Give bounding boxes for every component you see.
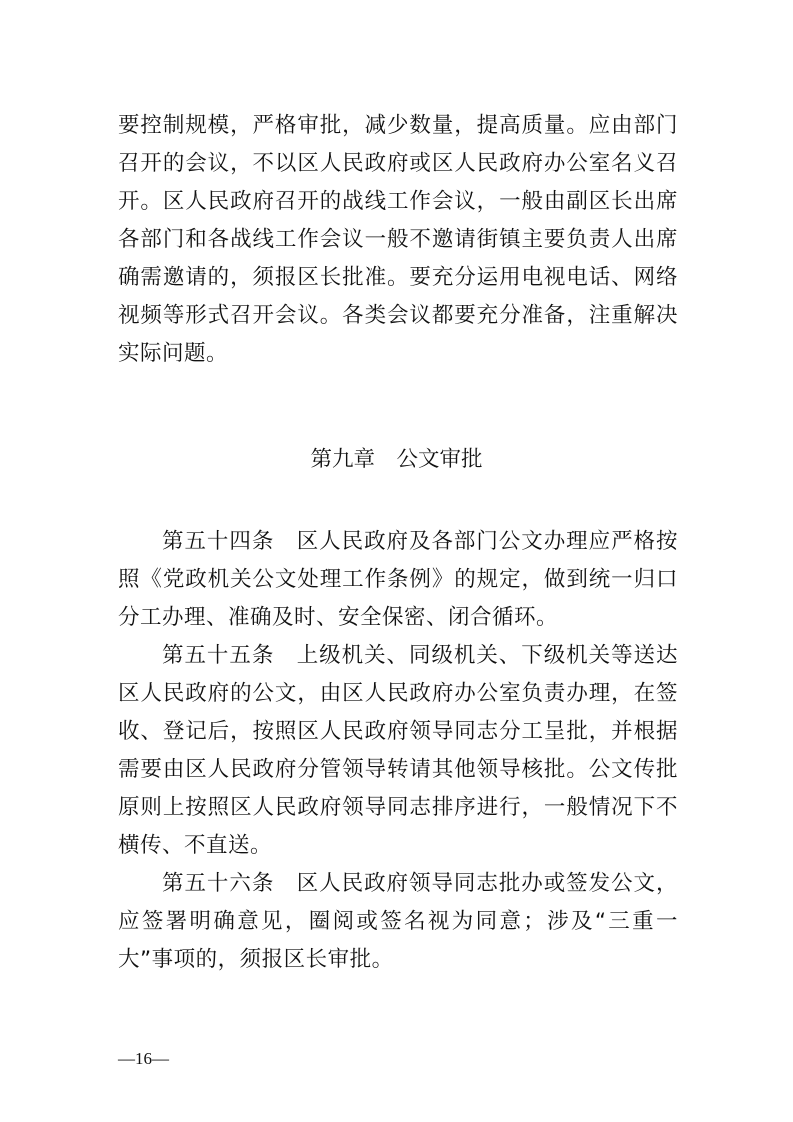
article-55-line: 原则上按照区人民政府领导同志排序进行，一般情况下不 bbox=[118, 795, 678, 820]
paragraph-line: 要控制规模，严格审批，减少数量，提高质量。应由部门 bbox=[118, 113, 678, 138]
paragraph-line: 召开的会议，不以区人民政府或区人民政府办公室名义召 bbox=[118, 151, 678, 176]
article-55-line: 横传、不直送。 bbox=[118, 833, 273, 858]
article-56-line: 应签署明确意见，圈阅或签名视为同意；涉及“三重一 bbox=[118, 909, 678, 934]
article-56-line: 大”事项的，须报区长审批。 bbox=[118, 947, 394, 972]
paragraph-line: 视频等形式召开会议。各类会议都要充分准备，注重解决 bbox=[118, 303, 678, 328]
article-54-line: 分工办理、准确及时、安全保密、闭合循环。 bbox=[118, 605, 559, 630]
paragraph-line: 各部门和各战线工作会议一般不邀请街镇主要负责人出席 bbox=[118, 227, 678, 252]
article-55-line: 需要由区人民政府分管领导转请其他领导核批。公文传批 bbox=[118, 757, 678, 782]
article-55-line: 第五十五条 上级机关、同级机关、下级机关等送达 bbox=[162, 643, 678, 668]
article-56-line: 第五十六条 区人民政府领导同志批办或签发公文， bbox=[162, 871, 678, 896]
article-54-line: 第五十四条 区人民政府及各部门公文办理应严格按 bbox=[162, 529, 678, 554]
chapter-title: 第九章 公文审批 bbox=[310, 447, 483, 472]
paragraph-line: 开。区人民政府召开的战线工作会议，一般由副区长出席 bbox=[118, 189, 678, 214]
article-55-line: 收、登记后，按照区人民政府领导同志分工呈批，并根据 bbox=[118, 719, 678, 744]
article-54-line: 照《党政机关公文处理工作条例》的规定，做到统一归口 bbox=[118, 567, 678, 592]
article-55-line: 区人民政府的公文，由区人民政府办公室负责办理，在签 bbox=[118, 681, 678, 706]
paragraph-line: 确需邀请的，须报区长批准。要充分运用电视电话、网络 bbox=[118, 265, 678, 290]
page-number: —16— bbox=[118, 1049, 169, 1068]
paragraph-line: 实际问题。 bbox=[118, 341, 229, 366]
